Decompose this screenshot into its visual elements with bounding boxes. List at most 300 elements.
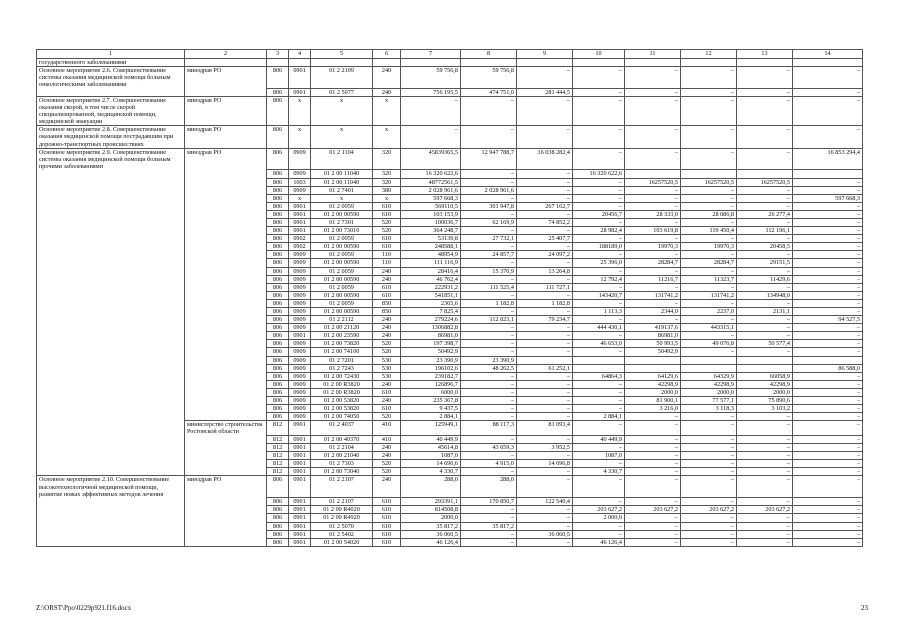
table-cell: – xyxy=(517,452,573,460)
table-cell: 806 xyxy=(267,96,289,125)
table-cell: х xyxy=(311,194,373,202)
table-cell: 01 2 00 73040 xyxy=(311,468,373,476)
table-cell: 4 915,0 xyxy=(461,460,517,468)
table-cell: 279224,6 xyxy=(401,316,461,324)
table-cell: 24 857,7 xyxy=(461,251,517,259)
table-cell: 50 577,4 xyxy=(737,340,793,348)
activity-cell: Основное мероприятие 2.8. Совершенствование оказания медицинской помощи пострадавшим при дорожно-транспортных происшествиях xyxy=(37,126,185,148)
executor-cell xyxy=(185,506,267,514)
table-cell: 806 xyxy=(267,498,289,506)
table-cell: 610 xyxy=(373,506,401,514)
table-cell: – xyxy=(737,299,793,307)
table-cell: 806 xyxy=(267,372,289,380)
table-cell: 122 540,4 xyxy=(517,498,573,506)
table-cell: – xyxy=(793,251,863,259)
executor-cell xyxy=(185,372,267,380)
table-cell: 320 xyxy=(373,170,401,178)
activity-cell xyxy=(37,506,185,514)
table-cell: 15 370,9 xyxy=(461,267,517,275)
table-row xyxy=(37,460,863,468)
table-cell: 806 xyxy=(267,397,289,405)
table-cell: 66058,9 xyxy=(737,372,793,380)
table-cell: 806 xyxy=(267,251,289,259)
table-cell: 20456,7 xyxy=(573,210,625,218)
table-cell: 01 2 1104 xyxy=(311,148,373,170)
table-cell: – xyxy=(625,96,681,125)
table-cell: – xyxy=(517,522,573,530)
table-cell: 01 2 00 74100 xyxy=(311,348,373,356)
table-cell: – xyxy=(793,372,863,380)
table-cell: 812 xyxy=(267,421,289,436)
executor-cell: минздрав РО xyxy=(185,126,267,148)
table-cell: – xyxy=(517,210,573,218)
table-cell: 240 xyxy=(373,267,401,275)
table-cell: – xyxy=(625,299,681,307)
table-cell: – xyxy=(625,460,681,468)
activity-cell xyxy=(37,235,185,243)
table-cell: – xyxy=(681,202,737,210)
table-cell: 01 2 00 53820 xyxy=(311,397,373,405)
activity-cell xyxy=(37,372,185,380)
table-cell: – xyxy=(793,405,863,413)
table-cell: – xyxy=(793,332,863,340)
table-row xyxy=(37,202,863,210)
table-cell: 610 xyxy=(373,522,401,530)
table-cell: – xyxy=(461,436,517,444)
executor-cell xyxy=(185,340,267,348)
activity-cell xyxy=(37,364,185,372)
table-cell: х xyxy=(373,126,401,148)
table-cell: 364 248,7 xyxy=(401,227,461,235)
table-cell: 0901 xyxy=(289,88,311,96)
activity-cell xyxy=(37,388,185,396)
table-cell: – xyxy=(517,170,573,178)
table-cell: 610 xyxy=(373,210,401,218)
table-cell: 01 2 00 40370 xyxy=(311,436,373,444)
table-row xyxy=(37,275,863,283)
table-cell: – xyxy=(737,421,793,436)
table-cell: 111 525,4 xyxy=(461,283,517,291)
executor-cell xyxy=(185,283,267,291)
table-cell: – xyxy=(681,148,737,170)
table-cell: 112 196,1 xyxy=(737,227,793,235)
column-number: 11 xyxy=(625,50,681,59)
table-cell: 240 xyxy=(373,275,401,283)
table-cell: – xyxy=(517,275,573,283)
table-cell: 7 825,4 xyxy=(401,308,461,316)
table-cell: – xyxy=(625,538,681,546)
table-cell: 812 xyxy=(267,444,289,452)
table-cell: – xyxy=(737,538,793,546)
executor-cell xyxy=(185,194,267,202)
table-row xyxy=(37,364,863,372)
table-row xyxy=(37,170,863,178)
table-cell: – xyxy=(517,178,573,186)
activity-cell xyxy=(37,218,185,226)
executor-cell xyxy=(185,380,267,388)
activity-cell xyxy=(37,259,185,267)
table-cell xyxy=(737,364,793,372)
column-number: 9 xyxy=(517,50,573,59)
table-cell xyxy=(681,170,737,178)
table-cell: 806 xyxy=(267,332,289,340)
table-cell: 01 2 2109 xyxy=(311,67,373,89)
activity-cell xyxy=(37,436,185,444)
table-cell: 0901 xyxy=(289,421,311,436)
table-cell: 806 xyxy=(267,243,289,251)
table-cell: 806 xyxy=(267,506,289,514)
executor-cell xyxy=(185,218,267,226)
table-cell: х xyxy=(289,194,311,202)
table-cell: 410 xyxy=(373,436,401,444)
table-row xyxy=(37,88,863,96)
table-cell: – xyxy=(793,178,863,186)
column-number: 10 xyxy=(573,50,625,59)
table-cell: – xyxy=(517,340,573,348)
table-cell: 197 398,7 xyxy=(401,340,461,348)
table-cell: 50 993,5 xyxy=(625,340,681,348)
table-cell: – xyxy=(793,299,863,307)
table-cell: 530 xyxy=(373,364,401,372)
table-cell: 16 853 294,4 xyxy=(793,148,863,170)
table-cell: 569110,5 xyxy=(401,202,461,210)
table-cell xyxy=(573,364,625,372)
table-cell: 196102,6 xyxy=(401,364,461,372)
table-cell: – xyxy=(461,380,517,388)
table-cell: – xyxy=(573,332,625,340)
table-cell: 419137,6 xyxy=(625,324,681,332)
executor-cell xyxy=(185,348,267,356)
table-cell: 100036,7 xyxy=(401,218,461,226)
table-cell: 1003 xyxy=(289,178,311,186)
table-cell: 16 038 282,4 xyxy=(517,148,573,170)
table-cell: 0909 xyxy=(289,388,311,396)
table-cell: – xyxy=(737,476,793,498)
table-cell: 01 2 7301 xyxy=(311,218,373,226)
table-cell: 0901 xyxy=(289,452,311,460)
table-cell: 86981,0 xyxy=(625,332,681,340)
table-cell: 520 xyxy=(373,460,401,468)
table-cell: – xyxy=(681,476,737,498)
table-cell: – xyxy=(573,235,625,243)
executor-cell xyxy=(185,460,267,468)
table-cell: 806 xyxy=(267,259,289,267)
table-cell: 14 696,8 xyxy=(517,460,573,468)
table-cell: 01 2 00 00590 xyxy=(311,259,373,267)
table-cell xyxy=(573,356,625,364)
table-cell: – xyxy=(793,413,863,421)
table-cell: 1 182,8 xyxy=(461,299,517,307)
table-cell: 806 xyxy=(267,522,289,530)
table-cell: – xyxy=(793,210,863,218)
activity-cell xyxy=(37,299,185,307)
table-cell: 01 2 5077 xyxy=(311,88,373,96)
executor-cell xyxy=(185,275,267,283)
table-cell: 86 588,0 xyxy=(793,364,863,372)
table-cell: 131741,2 xyxy=(625,291,681,299)
table-cell: – xyxy=(737,148,793,170)
table-cell: 14 696,6 xyxy=(401,460,461,468)
table-row xyxy=(37,332,863,340)
table-cell: – xyxy=(625,514,681,522)
table-cell: 806 xyxy=(267,514,289,522)
table-cell: 850 xyxy=(373,308,401,316)
executor-cell xyxy=(185,259,267,267)
table-cell: 0909 xyxy=(289,324,311,332)
activity-cell xyxy=(37,413,185,421)
table-cell: – xyxy=(625,148,681,170)
table-cell: – xyxy=(517,380,573,388)
executor-cell: минздрав РО xyxy=(185,67,267,89)
table-cell: 0901 xyxy=(289,460,311,468)
table-cell: 13 264,8 xyxy=(517,267,573,275)
executor-cell xyxy=(185,170,267,178)
table-row xyxy=(37,498,863,506)
table-cell: 2 000,0 xyxy=(573,514,625,522)
executor-cell: минздрав РО xyxy=(185,148,267,170)
table-cell: – xyxy=(625,251,681,259)
table-cell: 293391,1 xyxy=(401,498,461,506)
activity-cell xyxy=(37,340,185,348)
column-number: 4 xyxy=(289,50,311,59)
table-cell: – xyxy=(573,88,625,96)
table-cell: 16 320 622,6 xyxy=(401,170,461,178)
table-row xyxy=(37,259,863,267)
table-row xyxy=(37,356,863,364)
table-cell: 45614,8 xyxy=(401,444,461,452)
table-cell: 01 2 00 11040 xyxy=(311,170,373,178)
table-cell: 806 xyxy=(267,186,289,194)
table-cell: 25 407,7 xyxy=(517,235,573,243)
table-cell: 143420,7 xyxy=(573,291,625,299)
table-cell: 12 792,4 xyxy=(573,275,625,283)
activity-cell: Основное мероприятие 2.10. Совершенствование высокотехнологичной медицинской помощи, развитие новых эффективных методов лечения xyxy=(37,476,185,498)
table-cell: – xyxy=(737,436,793,444)
table-row xyxy=(37,514,863,522)
table-cell: 81 093,4 xyxy=(517,421,573,436)
table-cell: 610 xyxy=(373,538,401,546)
table-row xyxy=(37,348,863,356)
table-cell: 11429,6 xyxy=(737,275,793,283)
table-cell: 49 076,8 xyxy=(681,340,737,348)
table-cell: – xyxy=(793,397,863,405)
table-cell: 170 850,7 xyxy=(461,498,517,506)
table-cell: – xyxy=(517,372,573,380)
executor-cell xyxy=(185,397,267,405)
table-cell: – xyxy=(573,194,625,202)
table-cell: 2 028 961,6 xyxy=(461,186,517,194)
activity-cell xyxy=(37,88,185,96)
column-number: 1 xyxy=(37,50,185,59)
table-cell: 01 2 00 R4920 xyxy=(311,514,373,522)
table-cell: 0909 xyxy=(289,364,311,372)
table-row xyxy=(37,126,863,148)
activity-cell xyxy=(37,356,185,364)
table-row xyxy=(37,148,863,170)
table-cell: 48 262,5 xyxy=(461,364,517,372)
table-cell: – xyxy=(461,194,517,202)
table-cell: 43 659,3 xyxy=(461,444,517,452)
executor-cell xyxy=(185,356,267,364)
table-cell: 0909 xyxy=(289,348,311,356)
table-row xyxy=(37,194,863,202)
table-cell: 806 xyxy=(267,170,289,178)
table-row xyxy=(37,67,863,89)
table-row xyxy=(37,210,863,218)
table-cell: 806 xyxy=(267,67,289,89)
executor-cell xyxy=(185,291,267,299)
table-cell: 288,0 xyxy=(401,476,461,498)
table-cell: – xyxy=(793,468,863,476)
table-row xyxy=(37,522,863,530)
table-cell: – xyxy=(461,259,517,267)
table-cell: – xyxy=(793,380,863,388)
table-cell: 806 xyxy=(267,210,289,218)
table-cell: х xyxy=(373,96,401,125)
table-row xyxy=(37,372,863,380)
executor-cell xyxy=(185,59,267,67)
executor-cell xyxy=(185,178,267,186)
table-cell: 806 xyxy=(267,235,289,243)
table-cell: 806 xyxy=(267,538,289,546)
column-number: 6 xyxy=(373,50,401,59)
table-cell: 806 xyxy=(267,283,289,291)
table-cell: 11323,7 xyxy=(681,275,737,283)
table-cell: 806 xyxy=(267,388,289,396)
table-cell: 61 252,1 xyxy=(517,364,573,372)
table-cell: 35 817,2 xyxy=(461,522,517,530)
table-cell: – xyxy=(573,148,625,170)
table-cell: 27 732,1 xyxy=(461,235,517,243)
table-cell xyxy=(625,170,681,178)
table-cell: 48954,9 xyxy=(401,251,461,259)
activity-cell xyxy=(37,170,185,178)
table-cell: 131741,2 xyxy=(681,291,737,299)
table-cell: – xyxy=(681,194,737,202)
table-cell: – xyxy=(461,340,517,348)
table-cell: – xyxy=(681,299,737,307)
executor-cell xyxy=(185,530,267,538)
table-cell: 2 884,1 xyxy=(573,413,625,421)
table-cell: 0901 xyxy=(289,498,311,506)
table-cell: – xyxy=(681,530,737,538)
table-cell: 474 751,0 xyxy=(461,88,517,96)
table-cell: 0901 xyxy=(289,218,311,226)
table-cell: – xyxy=(625,218,681,226)
table-cell: 01 2 00 11040 xyxy=(311,178,373,186)
activity-cell xyxy=(37,186,185,194)
table-cell: 240 xyxy=(373,332,401,340)
table-cell: – xyxy=(625,316,681,324)
table-row xyxy=(37,235,863,243)
table-cell: 806 xyxy=(267,275,289,283)
table-row xyxy=(37,413,863,421)
table-cell: 0909 xyxy=(289,356,311,364)
table-row xyxy=(37,243,863,251)
table-cell: 240 xyxy=(373,88,401,96)
table-cell: – xyxy=(517,514,573,522)
table-cell: – xyxy=(517,259,573,267)
table-cell: – xyxy=(793,436,863,444)
table-cell: – xyxy=(681,126,737,148)
table-cell: 28 086,8 xyxy=(681,210,737,218)
table-cell: – xyxy=(793,235,863,243)
table-cell: 59 756,8 xyxy=(401,67,461,89)
table-cell: 806 xyxy=(267,316,289,324)
table-cell: 812 xyxy=(267,436,289,444)
table-cell: 64864,3 xyxy=(573,372,625,380)
table-cell: 240 xyxy=(373,324,401,332)
table-cell: 28 333,0 xyxy=(625,210,681,218)
table-cell: 610 xyxy=(373,388,401,396)
executor-cell xyxy=(185,186,267,194)
table-cell: 806 xyxy=(267,324,289,332)
activity-cell xyxy=(37,332,185,340)
table-cell: 112 823,1 xyxy=(461,316,517,324)
table-cell: 01 2 00 21120 xyxy=(311,324,373,332)
table-cell: – xyxy=(681,452,737,460)
executor-cell xyxy=(185,538,267,546)
executor-cell xyxy=(185,413,267,421)
table-cell: – xyxy=(517,227,573,235)
table-cell: 3 118,3 xyxy=(681,405,737,413)
table-cell: – xyxy=(681,88,737,96)
table-cell: х xyxy=(289,126,311,148)
table-cell: 2131,1 xyxy=(737,308,793,316)
table-cell: 01 2 2107 xyxy=(311,476,373,498)
activity-cell xyxy=(37,202,185,210)
table-row xyxy=(37,538,863,546)
table-cell: 28416,4 xyxy=(401,267,461,275)
table-cell: – xyxy=(625,186,681,194)
table-cell: 75 890,6 xyxy=(737,397,793,405)
table-cell: – xyxy=(737,235,793,243)
column-number: 14 xyxy=(793,50,863,59)
table-cell: – xyxy=(737,316,793,324)
table-cell: 01 2 00 21040 xyxy=(311,452,373,460)
table-cell: 288,0 xyxy=(461,476,517,498)
activity-cell xyxy=(37,324,185,332)
table-cell: 0901 xyxy=(289,538,311,546)
table-cell: – xyxy=(737,498,793,506)
table-cell: 01 2 7243 xyxy=(311,364,373,372)
table-cell: 01 2 4037 xyxy=(311,421,373,436)
table-cell: – xyxy=(573,96,625,125)
column-number: 3 xyxy=(267,50,289,59)
table-cell: 2000,0 xyxy=(681,388,737,396)
table-cell: 74 852,2 xyxy=(517,218,573,226)
table-cell: 610 xyxy=(373,405,401,413)
table-cell: – xyxy=(401,126,461,148)
table-cell: – xyxy=(681,421,737,436)
table-cell: – xyxy=(573,178,625,186)
table-cell: 806 xyxy=(267,148,289,170)
executor-cell xyxy=(185,308,267,316)
table-row xyxy=(37,340,863,348)
table-cell: 59 756,8 xyxy=(461,67,517,89)
table-cell: 40 449,9 xyxy=(401,436,461,444)
table-cell: 125949,1 xyxy=(401,421,461,436)
table-cell: 520 xyxy=(373,348,401,356)
table-cell: 0909 xyxy=(289,316,311,324)
table-cell: 01 2 7303 xyxy=(311,460,373,468)
column-number: 7 xyxy=(401,50,461,59)
executor-cell xyxy=(185,498,267,506)
table-cell: 812 xyxy=(267,452,289,460)
table-cell: – xyxy=(681,332,737,340)
activity-cell xyxy=(37,275,185,283)
table-cell: 520 xyxy=(373,227,401,235)
